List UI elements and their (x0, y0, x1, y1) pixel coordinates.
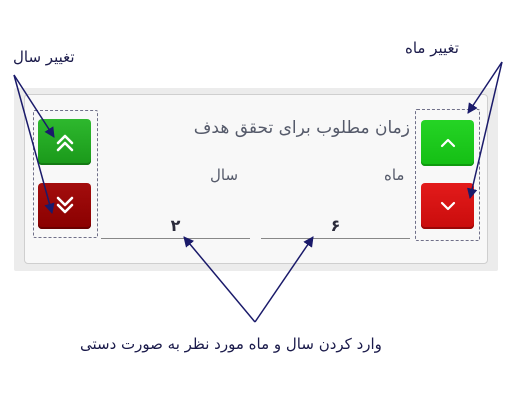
year-input[interactable] (101, 212, 250, 239)
year-decrease-button[interactable] (38, 183, 91, 229)
month-label: ماه (384, 166, 405, 184)
chevron-down-icon (439, 199, 457, 213)
change-year-annotation: تغییر سال (13, 48, 75, 66)
year-label: سال (210, 166, 239, 184)
month-input[interactable] (261, 212, 410, 239)
year-increase-button[interactable] (38, 119, 91, 165)
double-chevron-up-icon (54, 131, 76, 153)
chevron-up-icon (439, 136, 457, 150)
month-decrease-button[interactable] (421, 183, 474, 229)
month-increase-button[interactable] (421, 120, 474, 166)
manual-entry-annotation: وارد کردن سال و ماه مورد نظر به صورت دستی (80, 335, 382, 353)
change-month-annotation: تغییر ماه (405, 39, 459, 57)
panel-title: زمان مطلوب برای تحقق هدف (193, 118, 410, 138)
double-chevron-down-icon (54, 195, 76, 217)
